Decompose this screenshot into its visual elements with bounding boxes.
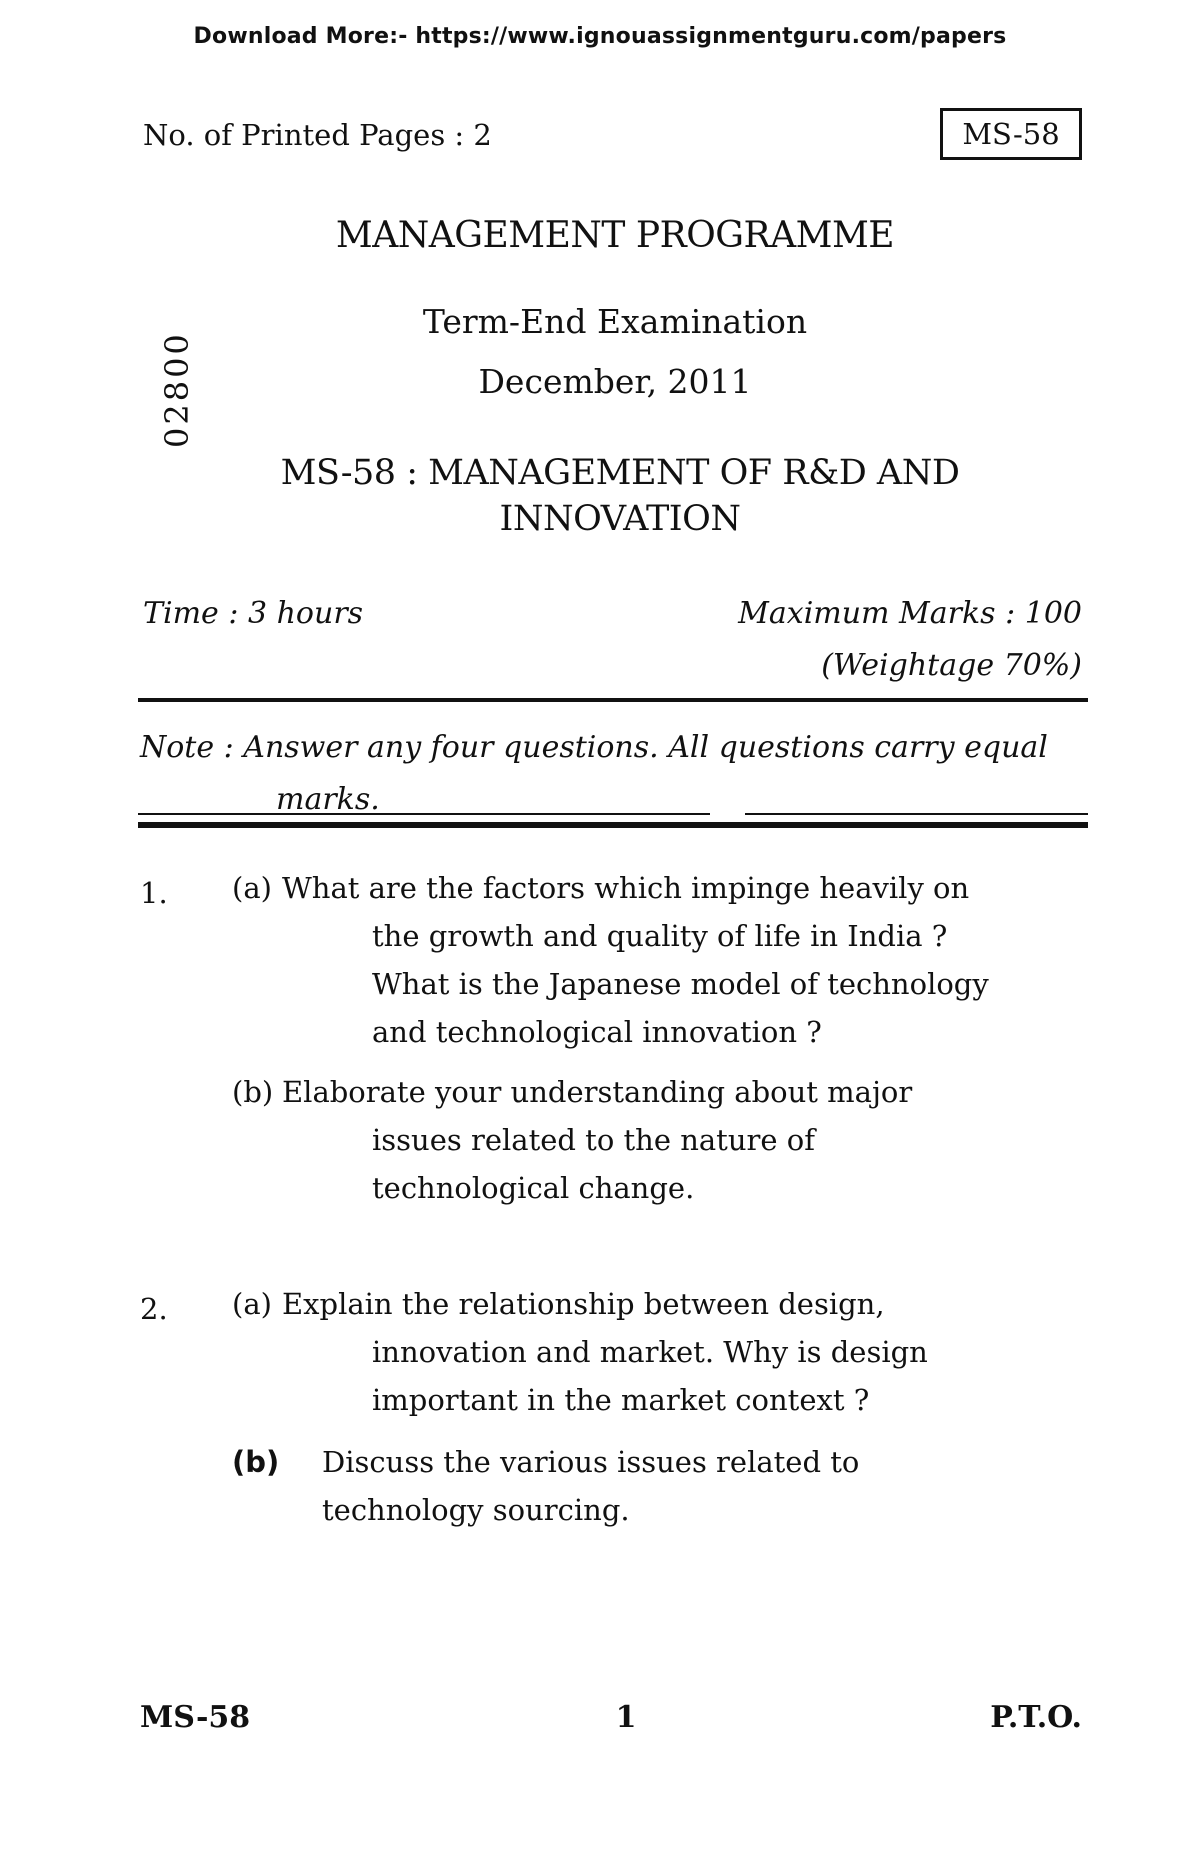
question-2a <box>232 1280 992 1424</box>
question-2a-label: (a) <box>232 1287 272 1321</box>
time-allowed: Time : 3 hours <box>143 596 364 631</box>
question-2a-text: Explain the relationship between design, innovation and market. Why is design important in the market context ? <box>282 1287 928 1417</box>
course-title <box>190 450 1050 542</box>
question-1b-label: (b) <box>232 1075 274 1109</box>
question-2b-label: (b) <box>232 1445 280 1479</box>
divider-rule-thin-left <box>138 813 710 815</box>
question-2b <box>232 1438 992 1534</box>
footer-pto: P.T.O. <box>990 1700 1082 1735</box>
printed-pages: No. of Printed Pages : 2 <box>143 118 492 152</box>
question-1a <box>232 864 992 1056</box>
divider-rule <box>138 698 1088 702</box>
side-serial-text: 02800 <box>158 331 196 448</box>
footer-page-number: 1 <box>615 1700 637 1735</box>
divider-rule-thin-right <box>745 813 1088 815</box>
question-1b-text: Elaborate your understanding about major issues related to the nature of technological change. <box>282 1075 913 1205</box>
download-link-text[interactable]: Download More:- https://www.ignouassignmentguru.com/papers <box>193 24 1007 49</box>
question-2-number: 2. <box>140 1292 168 1326</box>
course-title-line-1: MS-58 : MANAGEMENT OF R&D AND <box>280 453 960 493</box>
programme-title: MANAGEMENT PROGRAMME <box>335 215 895 256</box>
instructions-note <box>140 722 1090 826</box>
exam-date: December, 2011 <box>478 362 752 401</box>
footer-paper-code: MS-58 <box>140 1700 251 1735</box>
question-1a-label: (a) <box>232 871 272 905</box>
paper-code-box: MS-58 <box>940 108 1082 160</box>
question-1-number: 1. <box>140 876 168 910</box>
exam-name: Term-End Examination <box>422 302 808 341</box>
question-1b <box>232 1068 992 1212</box>
maximum-marks: Maximum Marks : 100 <box>738 596 1082 631</box>
course-title-line-2: INNOVATION <box>499 499 741 539</box>
weightage: (Weightage 70%) <box>821 648 1082 683</box>
question-1a-text: What are the factors which impinge heavily on the growth and quality of life in India ? What is the Japanese model of technology and technological innovation ? <box>282 871 989 1049</box>
question-2b-text: Discuss the various issues related to technology sourcing. <box>322 1445 860 1527</box>
divider-rule-thick <box>138 822 1088 828</box>
note-line-2: marks. <box>276 782 380 817</box>
note-line-1: Note : Answer any four questions. All questions carry equal <box>140 730 1048 765</box>
